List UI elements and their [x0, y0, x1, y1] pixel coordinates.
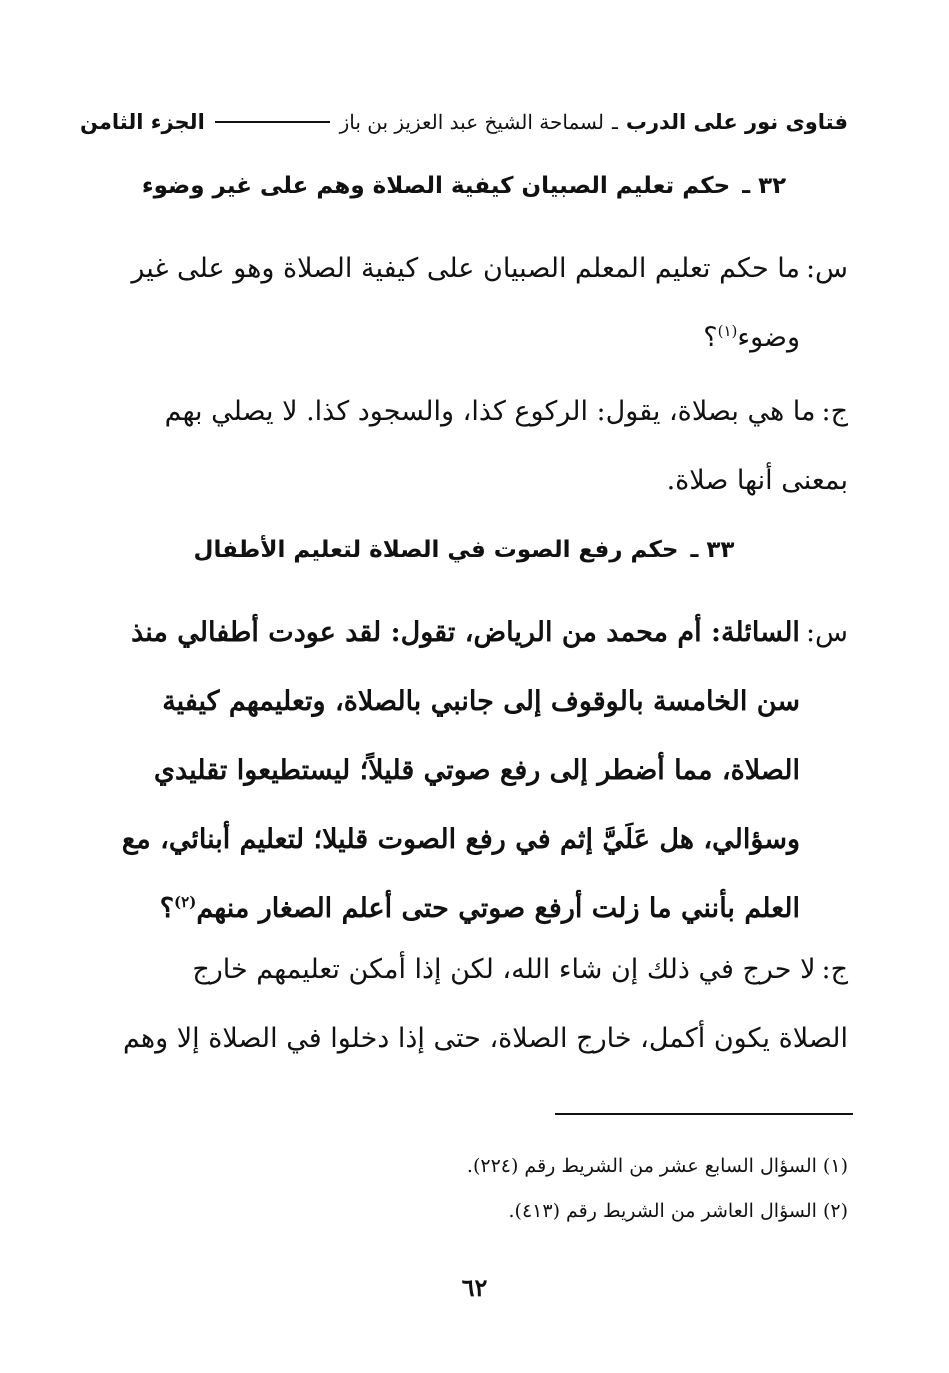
footnote-item: (٢) السؤال العاشر من الشريط رقم (٤١٣).	[508, 1200, 848, 1222]
part-label: الجزء الثامن	[80, 110, 205, 134]
author-name: لسماحة الشيخ عبد العزيز بن باز	[339, 110, 604, 134]
question-text: وسؤالي، هل عَلَيَّ إثم في رفع الصوت قليلا؛ لتعليم أبنائي، مع	[121, 824, 800, 855]
answer-text: ما هي بصلاة، يقول: الركوع كذا، والسجود كذا. لا يصلي بهم	[164, 396, 816, 427]
section-number: ٣٢ ـ	[742, 173, 787, 199]
answer-lead: ج:	[821, 954, 848, 985]
question-line	[80, 805, 848, 874]
answer-text: بمعنى أنها صلاة.	[666, 465, 848, 496]
header-right	[340, 104, 848, 140]
section-32-question	[80, 234, 848, 372]
footnote-ref: (٢)	[174, 893, 197, 911]
question-line	[80, 598, 848, 667]
question-text: السائلة: أم محمد من الرياض، تقول: لقد عودت أطفالي منذ	[131, 617, 800, 648]
question-text: سن الخامسة بالوقوف إلى جانبي بالصلاة، وتعليمهم كيفية	[162, 686, 800, 717]
question-line	[80, 736, 848, 805]
answer-text: الصلاة يكون أكمل، خارج الصلاة، حتى إذا دخلوا في الصلاة إلا وهم	[122, 1023, 848, 1054]
answer-line	[80, 1004, 848, 1073]
question-text: ما حكم تعليم المعلم الصبيان على كيفية الصلاة وهو على غير	[131, 253, 800, 284]
question-end-mark: ؟	[159, 893, 175, 924]
section-title-text: حكم تعليم الصبيان كيفية الصلاة وهم على غير وضوء	[141, 173, 731, 199]
section-32-answer	[80, 377, 848, 515]
question-end-mark: ؟	[703, 322, 718, 353]
question-text: الصلاة، مما أضطر إلى رفع صوتي قليلاً؛ ليستطيعوا تقليدي	[153, 755, 800, 786]
footnote-divider	[555, 1113, 853, 1115]
section-32-title	[80, 166, 848, 206]
answer-text: لا حرج في ذلك إن شاء الله، لكن إذا أمكن تعليمهم خارج	[192, 954, 816, 985]
footnote-ref: (١)	[717, 322, 738, 340]
question-lead: س:	[805, 253, 848, 284]
section-33-answer	[80, 935, 848, 1073]
section-number: ٣٣ ـ	[690, 537, 735, 563]
question-line	[80, 667, 848, 736]
question-line	[80, 303, 848, 372]
header-rule	[215, 121, 330, 123]
header-dash: ـ	[611, 110, 618, 134]
question-line	[80, 874, 848, 943]
book-title: فتاوى نور على الدرب	[625, 110, 848, 134]
question-text: وضوء	[737, 322, 800, 353]
running-header	[80, 104, 848, 140]
answer-line	[80, 935, 848, 1004]
question-lead: س:	[805, 617, 848, 648]
answer-lead: ج:	[821, 396, 848, 427]
footnotes	[80, 1144, 848, 1234]
section-33-question	[80, 598, 848, 943]
footnote-item: (١) السؤال السابع عشر من الشريط رقم (٢٢٤).	[466, 1155, 848, 1177]
question-text: العلم بأنني ما زلت أرفع صوتي حتى أعلم الصغار منهم	[196, 893, 800, 924]
section-33-title	[80, 530, 848, 570]
section-title-text: حكم رفع الصوت في الصلاة لتعليم الأطفال	[193, 537, 679, 563]
answer-line	[80, 377, 848, 446]
question-line	[80, 234, 848, 303]
answer-line	[80, 446, 848, 515]
page-number: ٦٢	[461, 1273, 488, 1302]
